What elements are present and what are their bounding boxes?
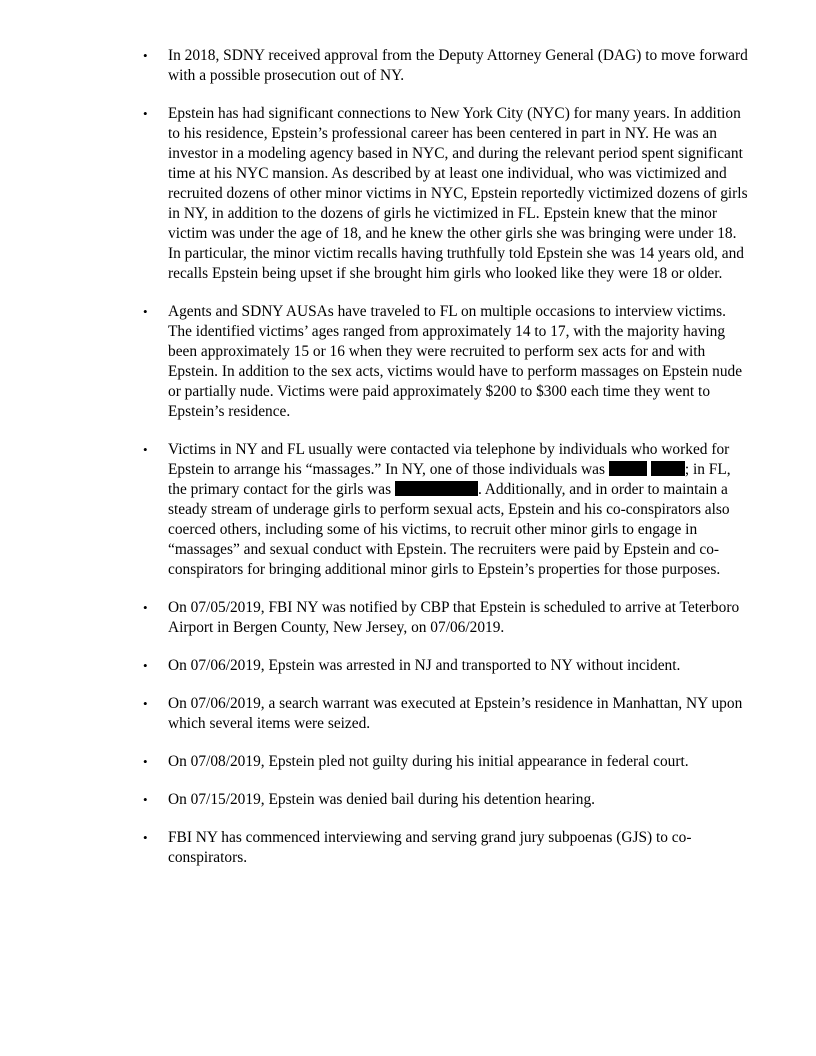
redaction-box [651, 461, 685, 476]
redaction-box [609, 461, 647, 476]
text-segment: . Additionally, and in order to maintain a steady stream of underage girls to perform sexual acts, Epstein and his co-conspirators also coerced others, including some of his victims, to recruit other minor girls to engage in “massages” and sexual conduct with Epstein. The recruiters were paid by Epstein and co-conspirators for bringing additional minor girls to Epstein’s properties for those purposes. [168, 481, 730, 578]
list-item [143, 790, 753, 810]
list-item-text [168, 440, 753, 580]
list-item-text: Epstein has had significant connections to New York City (NYC) for many years. In addition to his residence, Epstein’s professional career has been centered in part in NY. He was an investor in a modeling agency based in NYC, and during the relevant period spent significant time at his NYC mansion. As described by at least one individual, who was victimized and recruited dozens of other minor victims in NYC, Epstein reportedly victimized dozens of girls in NY, in addition to the dozens of girls he victimized in FL. Epstein knew that the minor victim was under the age of 18, and he knew the other girls she was bringing were under 18. In particular, the minor victim recalls having truthfully told Epstein she was 14 years old, and recalls Epstein being upset if she brought him girls who looked like they were 18 or older. [168, 105, 748, 282]
bullet-icon: • [143, 304, 148, 319]
redaction-box [395, 481, 478, 496]
list-item-text: Agents and SDNY AUSAs have traveled to FL on multiple occasions to interview victims. The identified victims’ ages ranged from approximately 14 to 17, with the majority having been approximately 15 or 16 when they were recruited to perform sex acts for and with Epstein. In addition to the sex acts, victims would have to perform massages on Epstein nude or partially nude. Victims were paid approximately $200 to $300 each time they went to Epstein’s residence. [168, 303, 743, 420]
bullet-icon: • [143, 442, 148, 457]
list-item [143, 46, 753, 86]
bullet-icon: • [143, 754, 148, 769]
list-item-text: On 07/08/2019, Epstein pled not guilty during his initial appearance in federal court. [168, 753, 689, 770]
text-segment: ; in FL, the primary contact for the girls was [168, 461, 731, 498]
list-item-text: On 07/06/2019, a search warrant was executed at Epstein’s residence in Manhattan, NY upon which several items were seized. [168, 695, 743, 732]
list-item [143, 828, 753, 868]
list-item-text: FBI NY has commenced interviewing and serving grand jury subpoenas (GJS) to co-conspirators. [168, 829, 692, 866]
text-segment: Victims in NY and FL usually were contacted via telephone by individuals who worked for Epstein to arrange his “massages.” In NY, one of those individuals was [168, 441, 730, 478]
bullet-icon: • [143, 106, 148, 121]
bullet-icon: • [143, 600, 148, 615]
list-item [143, 752, 753, 772]
list-item-text: On 07/05/2019, FBI NY was notified by CBP that Epstein is scheduled to arrive at Teterboro Airport in Bergen County, New Jersey, on 07/06/2019. [168, 599, 740, 636]
list-item [143, 656, 753, 676]
bullet-icon: • [143, 696, 148, 711]
bullet-icon: • [143, 658, 148, 673]
bullet-icon: • [143, 48, 148, 63]
list-item-text: On 07/06/2019, Epstein was arrested in NJ and transported to NY without incident. [168, 657, 681, 674]
bullet-icon: • [143, 792, 148, 807]
bullet-list [143, 46, 753, 886]
bullet-icon: • [143, 830, 148, 845]
list-item-text: In 2018, SDNY received approval from the Deputy Attorney General (DAG) to move forward with a possible prosecution out of NY. [168, 47, 748, 84]
list-item [143, 104, 753, 284]
list-item-text: On 07/15/2019, Epstein was denied bail during his detention hearing. [168, 791, 596, 808]
list-item [143, 694, 753, 734]
list-item [143, 302, 753, 422]
list-item [143, 598, 753, 638]
list-item [143, 440, 753, 580]
